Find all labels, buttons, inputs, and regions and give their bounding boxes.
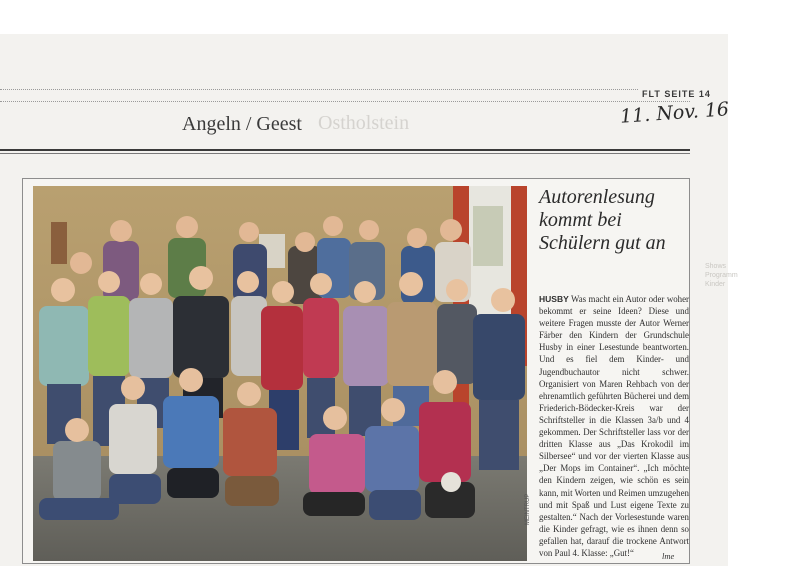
page-label: FLT SEITE 14 [642,89,711,99]
bleed-through-heading: Ostholstein [318,112,410,134]
photo-credit: MEINTRUP [525,493,531,525]
handwritten-date: 11. Nov. 16 [619,98,730,128]
group-photo [33,186,527,561]
header-dotted-rule-2 [0,101,690,102]
article-headline: Autorenlesung kommt bei Schülern gut an [539,186,666,254]
author-initials: lme [662,551,675,561]
section-rule [0,149,690,151]
bleed-through-column: Shows Programm Kinder [705,263,738,288]
article-dateline: HUSBY [539,294,569,304]
section-title: Angeln / Geest [182,113,302,135]
article-body [539,293,689,559]
header-dotted-rule [0,89,638,90]
article-text: Was macht ein Autor oder woher bekommt er seine Ideen? Diese und weitere Fragen musste der Autor Werner Färber den Kindern der Grundschule Husby in einer Lesestunde beantworten. Und es fiel dem Kinder- und Jugendbuchautor nicht schwer. Organisiert von Maren Rehbach von der ehrenamtlich geführten Bücherei und dem Friederich-Bödecker-Kreis war der Schriftsteller in die Klassen 3a/b und 4 gekommen. Der Schriftsteller lass vor der dritten Klasse aus „Das Krokodil im Silbersee“ und vor der vierten Klasse aus „Der Mops im Container“. „Ich möchte den Kindern zeigen, wie schön es sein kann, mit Worten und Reimen umzugehen und mit Spaß und Lust eigene Texte zu gestalten.“ Nach der Vorlesestunde waren die Kinder gefragt, wie es ihnen denn so gefallen hat, darauf die trockene Antwort von Paul 4. Klasse: „Gut!“ [539,294,689,558]
section-rule-thin [0,153,690,154]
